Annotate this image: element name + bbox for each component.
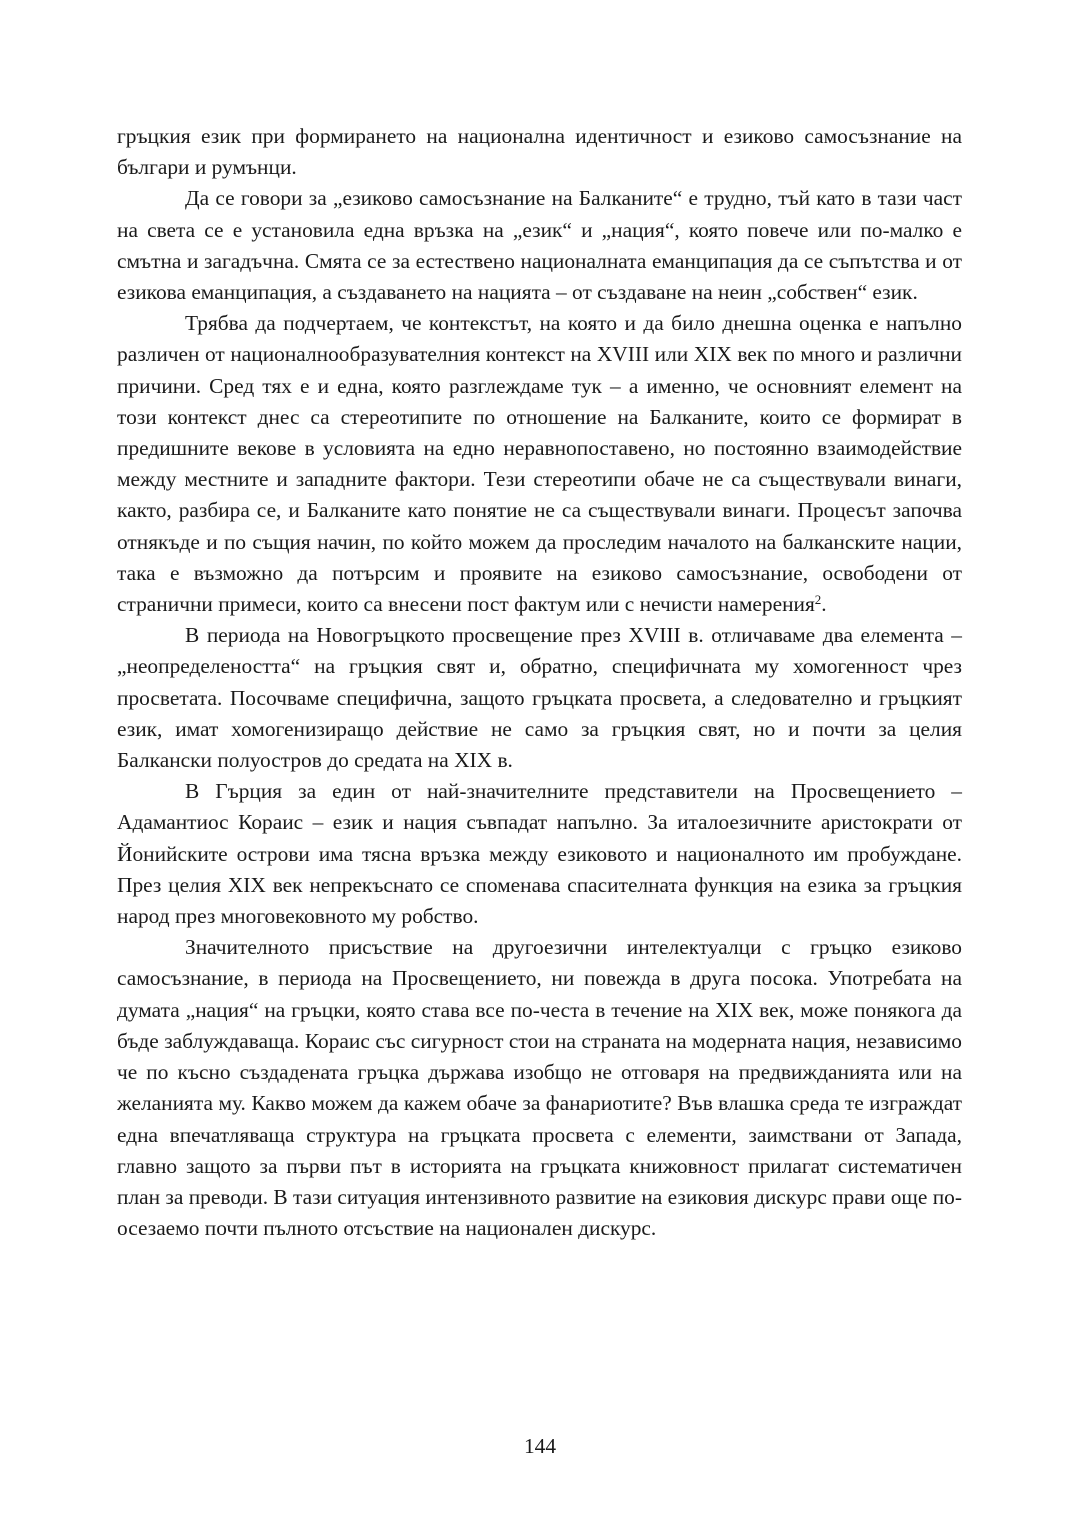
paragraph-2: Да се говори за „езиково самосъзнание на Балканите“ е трудно, тъй като в тази част на света се е установила една връзка на „език“ и „нация“, която повече или по-малко е смътна и загадъчна. Смята се за естествено националната еманципация да се съпътства и от езикова еманципация, а създаването на нацията – от създаване на неин „собствен“ език. [117, 186, 962, 305]
page-number: 144 [523, 1434, 557, 1458]
paragraph-5: В Гърция за един от най-значителните представители на Просвещението – Адамантиос Кораис – език и нация съвпадат напълно. За италоезичните аристократи от Йонийските острови има тясна връзка между езиковото и националното им пробуждане. През целия XIX век непрекъснато се споменава спасителната функция на езика за гръцкия народ през многовековното му робство. [117, 779, 962, 929]
paragraph-4: В периода на Новогръцкото просвещение през XVIII в. отличаваме два елемента – „неопределеността“ на гръцкия свят и, обратно, специфичната му хомогенност чрез просветата. Посочваме специфична, защото гръцката просвета, а следователно и гръцкият език, имат хомогенизиращо действие не само за гръцкия свят, но и почти за целия Балкански полуостров до средата на XIX в. [117, 623, 962, 773]
paragraph-3-text: Трябва да подчертаем, че контекстът, на която и да било днешна оценка е напълно различен от националнообразувателния контекст на XVIII или XIX век по много и различни причини. Сред тях е и една, която разглеждаме тук – а именно, че основният елемент на този контекст днес са стереотипите по отношение на Балканите, които се формират в предишните векове в условията на едно неравнопоставено, но постоянно взаимодействие между местните и западните фактори. Тези стереотипи обаче не са съществували винаги, както, разбира се, и Балканите като понятие не са съществували винаги. Процесът започва отнякъде и по същия начин, по който можем да проследим началото на балканските нации, така е възможно да потърсим и проявите на езиково самосъзнание, освободени от странични примеси, които са внесени пост фактум или с нечисти намерения [117, 311, 962, 617]
paragraph-1: гръцкия език при формирането на национална идентичност и езиково самосъзнание на българи и румънци. [117, 124, 962, 180]
page-body [117, 121, 962, 1244]
paragraph-3 [117, 308, 962, 620]
paragraph-3-end: . [821, 592, 827, 617]
footnote-marker[interactable]: 2 [814, 591, 822, 607]
paragraph-6: Значителното присъствие на другоезични интелектуалци с гръцко езиково самосъзнание, в периода на Просвещението, ни повежда в друга посока. Употребата на думата „нация“ на гръцки, която става все по-честа в течение на XIX век, може понякога да бъде заблуждаваща. Кораис със сигурност стои на страната на модерната нация, независимо че по късно създадената гръцка държава изобщо не отговаря на предвижданията или на желанията му. Какво можем да кажем обаче за фанариотите? Във влашка среда те изграждат една впечатляваща структура на гръцката просвета с елементи, заимствани от Запада, главно защото за първи път в историята на гръцката книжовност прилагат систематичен план за преводи. В тази ситуация интензивното развитие на езиковия дискурс прави още по-осезаемо почти пълното отсъствие на национален дискурс. [117, 935, 962, 1241]
